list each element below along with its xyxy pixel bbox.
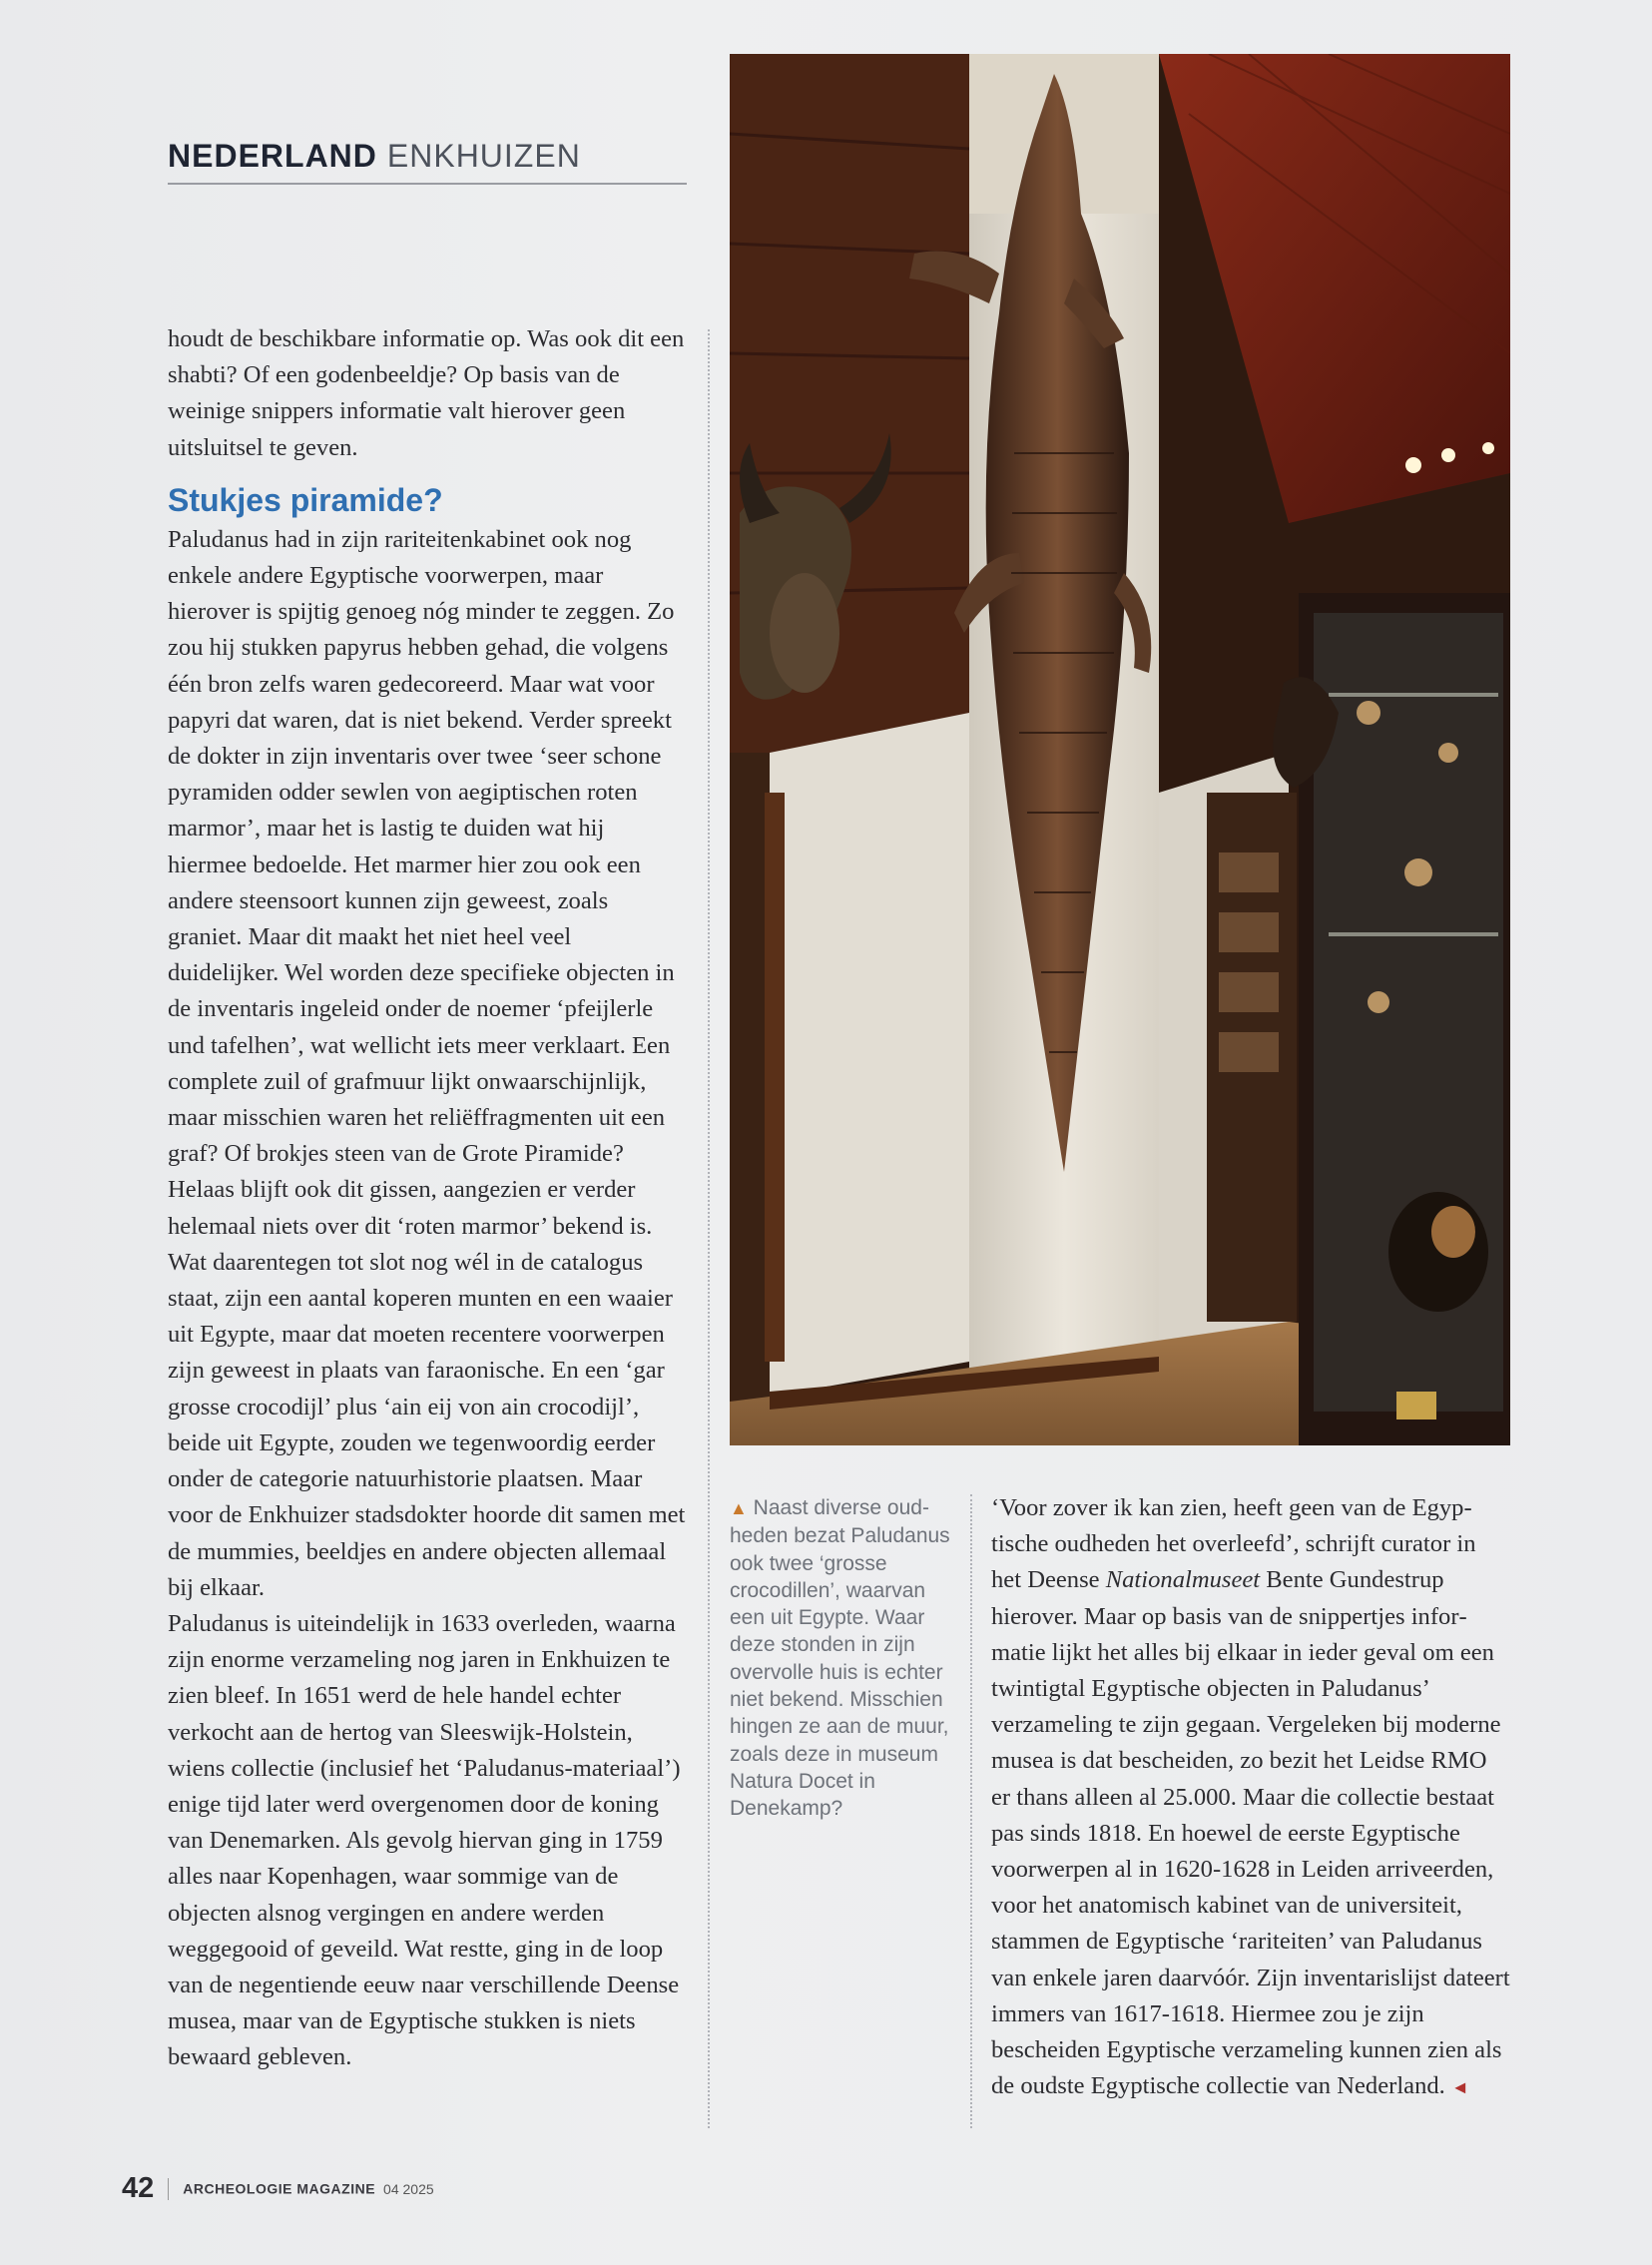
body-paragraph-2: Paludanus is uiteindelijk in 1633 overleden, waarna zijn enorme verzameling nog jaren in Enkhuizen te zien bleef. In 1651 werd de hele handel echter verkocht aan de hertog van Sleeswijk-Holstein, wiens collectie (inclusief het ‘Paludanus-materiaal’) enige tijd later werd overgenomen door de koning van Denemarken. Als gevolg hiervan ging in 1759 alles naar Kopenhagen, waar sommige van de objecten alsnog vergingen en andere werden weggegooid of geveild. Wat restte, ging in de loop van de negentiende eeuw naar verschillende Deense musea, maar van de Egyptische stukken is niets bewaard gebleven. [168,1609,681,2071]
section-header [168,138,687,185]
caption-marker-icon: ▲ [730,1498,748,1518]
footer-divider [168,2178,169,2200]
photo-caption [730,1494,951,1823]
issue-label: 04 2025 [383,2180,434,2197]
crocodile-photo [730,54,1510,1445]
museum-name: Nationalmuseet [1105,1566,1261,1594]
intro-paragraph: houdt de beschikbare informatie op. Was ook dit een shabti? Of een godenbeeldje? Op basis van de weinige snippers informatie valt hierover geen uitsluitsel te geven. [168,325,685,461]
header-country: NEDERLAND [168,138,377,174]
end-marker-icon: ◄ [1450,2077,1469,2098]
body-paragraph-1: Paludanus had in zijn rariteitenkabinet ook nog enkele andere Egyptische voorwerpen, maar hierover is spijtig genoeg nóg minder te zeggen. Zo zou hij stukken papyrus hebben gehad, die volgens één bron zelfs waren gedecoreerd. Maar wat voor papyri dat waren, dat is niet bekend. Verder spreekt de dokter in zijn inventaris over twee ‘seer schone pyramiden odder sewlen von aegiptischen roten marmor’, maar het is lastig te duiden wat hij hiermee bedoelde. Het marmer hier zou ook een andere steensoort kunnen zijn geweest, zoals graniet. Maar dit maakt het niet heel veel duidelijker. Wel worden deze specifieke objecten in de inventaris ingeleid onder de noemer ‘pfeijlerle und tafelhen’, wat wellicht iets meer verklaart. Een complete zuil of grafmuur lijkt onwaarschijnlijk, maar misschien waren het reliëffragmenten uit een graf? Of brokjes steen van de Grote Piramide? Helaas blijft ook dit gissen, aangezien er verder helemaal niets over dit ‘roten marmor’ bekend is. Wat daarentegen tot slot nog wél in de catalogus staat, zijn een aantal koperen munten en een waaier uit Egypte, maar dat moeten recentere voorwerpen zijn geweest in plaats van faraonische. En een ‘gar grosse crocodijl’ plus ‘ain eij von ain crocodijl’, beide uit Egypte, zouden we tegenwoordig eerder onder de categorie natuurhistorie plaatsen. Maar voor de Enkhuizer stadsdokter hoorde dit samen met de mummies, beeldjes en andere objecten allemaal bij elkaar. [168,525,686,1601]
page-footer [122,2172,434,2205]
page-number: 42 [122,2172,155,2204]
caption-text: Naast diverse oudheden bezat Paludanus ook twee ‘grosse crocodillen’, waarvan een uit Egypte. Waar deze stonden in zijn overvolle huis is echter niet bekend. Misschien hingen ze aan de muur, zoals deze in museum Natura Docet in Denekamp? [730,1496,950,1821]
right-text-part-1: ‘Voor zover ik kan zien, heeft geen van de Egyptische oudheden het overleefd’, schrijft curator in het Deense [991,1494,1476,1594]
right-text-part-2: Bente Gundestrup hierover. Maar op basis van de snippertjes informatie lijkt het alles bij elkaar in ieder geval om een twintigtal Egyptische objecten in Paludanus’ verzameling te zijn gegaan. Vergeleken bij moderne musea is dat bescheiden, zo bezit het Leidse RMO er thans alleen al 25.000. Maar die collectie bestaat pas sinds 1818. En hoewel de eerste Egyptische voorwerpen al in 1620-1628 in Leiden arriveerden, voor het anatomisch kabinet van de universiteit, stammen de Egyptische ‘rariteiten’ van Paludanus van enkele jaren daarvóór. Zijn inventarislijst dateert immers van 1617-1618. Hiermee zou je zijn bescheiden Egyptische verzameling kunnen zien als de oudste Egyptische collectie van Nederland. [991,1566,1510,2100]
column-divider-right [970,1494,972,2128]
column-divider-left [708,329,710,2128]
header-city: ENKHUIZEN [386,138,581,174]
right-paragraph [991,1490,1510,2105]
magazine-name: ARCHEOLOGIE MAGAZINE [183,2180,376,2197]
right-column [991,1490,1510,2105]
left-column [168,321,687,2076]
section-heading: Stukjes piramide? [168,481,443,518]
